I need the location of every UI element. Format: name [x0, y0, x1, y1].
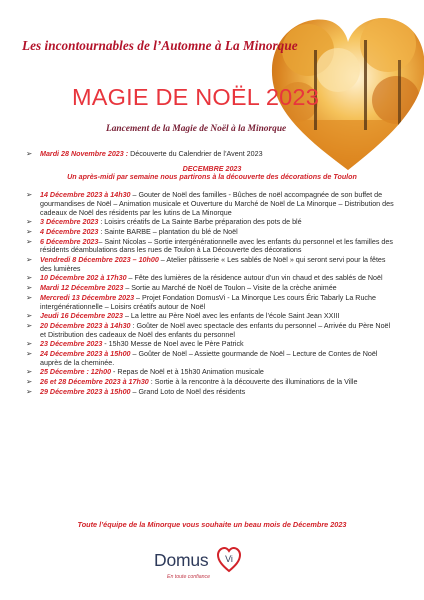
event-text: – La lettre au Père Noël avec les enfants de l’école Saint Jean XXIII: [122, 312, 340, 321]
arrow-bullet-icon: ➢: [26, 339, 33, 349]
list-item: [26, 368, 398, 377]
event-date: 6 Décembre 2023: [40, 237, 99, 246]
list-item: [26, 284, 398, 293]
list-item: [26, 228, 398, 237]
month-intro: Un après-midi par semaine nous partirons à la découverte des décorations de Toulon: [67, 173, 357, 182]
list-item: [26, 274, 398, 283]
event-date: 20 Décembre 2023 à 14h30: [40, 321, 131, 330]
event-text: : Loisirs créatifs de La Sainte Barbe préparation des pots de blé: [98, 218, 302, 227]
event-text: – Saint Nicolas – Sortie intergénérationnelle avec les enfants du personnel et les familles des résidents déambulations dans les rues de Toulon à La Découverte des décorations: [40, 237, 393, 255]
event-text: – Grand Loto de Noël des résidents: [130, 387, 246, 396]
logo-heart-icon: [217, 547, 241, 573]
event-date: Mardi 12 Décembre 2023: [40, 284, 124, 293]
event-date: 25 Décembre : 12h00: [40, 368, 112, 377]
event-date: Jeudi 16 Décembre 2023: [40, 312, 123, 321]
arrow-bullet-icon: ➢: [26, 226, 33, 236]
event-date: 24 Décembre 2023 à 15h00: [40, 350, 131, 359]
event-text: : Sainte BARBE – plantation du blé de Noël: [98, 227, 238, 236]
event-date: 10 Décembre 202 à 17h30: [40, 274, 127, 283]
event-text: – Gouter de Noël des familles - Bûches de noël accompagnée de son buffet de gourmandises de Noël – Animation musicale et Ouverture du Marché de Noël de La Minorque – Distribution des cadeaux de Noël des résidents par les lutins de La Minorque: [40, 191, 394, 217]
arrow-bullet-icon: ➢: [26, 190, 33, 200]
list-item: [26, 150, 398, 159]
event-text: Découverte du Calendrier de l’Avent 2023: [128, 150, 263, 158]
main-title: MAGIE DE NOËL 2023: [72, 84, 319, 110]
list-item: [26, 294, 398, 311]
arrow-bullet-icon: ➢: [26, 377, 33, 387]
event-date: 14 Décembre 2023 à 14h30: [40, 191, 131, 200]
list-item: [26, 312, 398, 321]
event-text: : Goûter de Noël avec spectacle des enfants du personnel – Arrivée du Père Noël et Distribution des cadeaux de Noël des enfants du personnel: [40, 321, 391, 339]
december-events: [26, 191, 398, 396]
event-date: 3 Décembre 2023: [40, 218, 99, 227]
event-date: Mardi 28 Novembre 2023 :: [40, 150, 129, 158]
list-item: [26, 218, 398, 227]
event-date: 23 Décembre 2023: [40, 340, 103, 349]
list-item: [26, 350, 398, 367]
arrow-bullet-icon: ➢: [26, 149, 33, 158]
flyer-title: Les incontournables de l’Automne à La Minorque: [22, 38, 298, 53]
event-text: – Fête des lumières de la résidence autour d’un vin chaud et des sablés de Noël: [126, 274, 383, 283]
event-text: - Repas de Noël et à 15h30 Animation musicale: [111, 368, 264, 377]
event-date: 29 Décembre 2023 à 15h00: [40, 387, 131, 396]
arrow-bullet-icon: ➢: [26, 311, 33, 321]
event-text: : Sortie à la rencontre à la découverte des illuminations de la Ville: [148, 378, 358, 387]
list-item: [26, 256, 398, 273]
domusvi-logo: [154, 550, 274, 590]
arrow-bullet-icon: ➢: [26, 292, 33, 302]
event-date: Mercredi 13 Décembre 2023: [40, 293, 135, 302]
arrow-bullet-icon: ➢: [26, 349, 33, 359]
event-text: – Sortie au Marché de Noël de Toulon – Visite de la crèche animée: [123, 284, 337, 293]
event-date: 4 Décembre 2023: [40, 227, 99, 236]
list-item: [26, 388, 398, 397]
list-item: [26, 238, 398, 255]
event-list: [26, 150, 398, 398]
arrow-bullet-icon: ➢: [26, 217, 33, 227]
event-text: – Atelier pâtisserie « Les sablés de Noël » qui seront servi pour la fêtes des lumières: [40, 256, 386, 273]
list-item: [26, 340, 398, 349]
december-header: [26, 165, 398, 182]
arrow-bullet-icon: ➢: [26, 236, 33, 246]
event-date: 26 et 28 Décembre 2023 à 17h30: [40, 378, 149, 387]
arrow-bullet-icon: ➢: [26, 320, 33, 330]
list-item: [26, 191, 398, 217]
footer-message: Toute l’équipe de la Minorque vous souhaite un beau mois de Décembre 2023: [77, 520, 347, 529]
arrow-bullet-icon: ➢: [26, 367, 33, 377]
logo-word: Domus: [154, 550, 209, 570]
event-text: - 15h30 Messe de Noel avec le Père Patrick: [102, 340, 244, 349]
logo-letter: Vi: [225, 554, 233, 564]
arrow-bullet-icon: ➢: [26, 386, 33, 396]
arrow-bullet-icon: ➢: [26, 255, 33, 265]
event-text: – Goûter de Noël – Assiette gourmande de Noël – Lecture de Contes de Noël auprès de la cheminée.: [40, 350, 378, 367]
event-text: – Projet Fondation DomusVi - La Minorque Les cours Éric Tabarly La Ruche intergénérationnelle – Loisirs créatifs autour de Noël: [40, 293, 376, 311]
month-heading: DECEMBRE 2023: [182, 164, 242, 173]
arrow-bullet-icon: ➢: [26, 283, 33, 293]
list-item: [26, 322, 398, 339]
event-date: Vendredi 8 Décembre 2023 – 10h00: [40, 256, 159, 265]
logo-tagline: En toute confiance: [167, 574, 210, 580]
arrow-bullet-icon: ➢: [26, 273, 33, 283]
subtitle: Lancement de la Magie de Noël à la Minorque: [106, 124, 287, 134]
list-item: [26, 378, 398, 387]
